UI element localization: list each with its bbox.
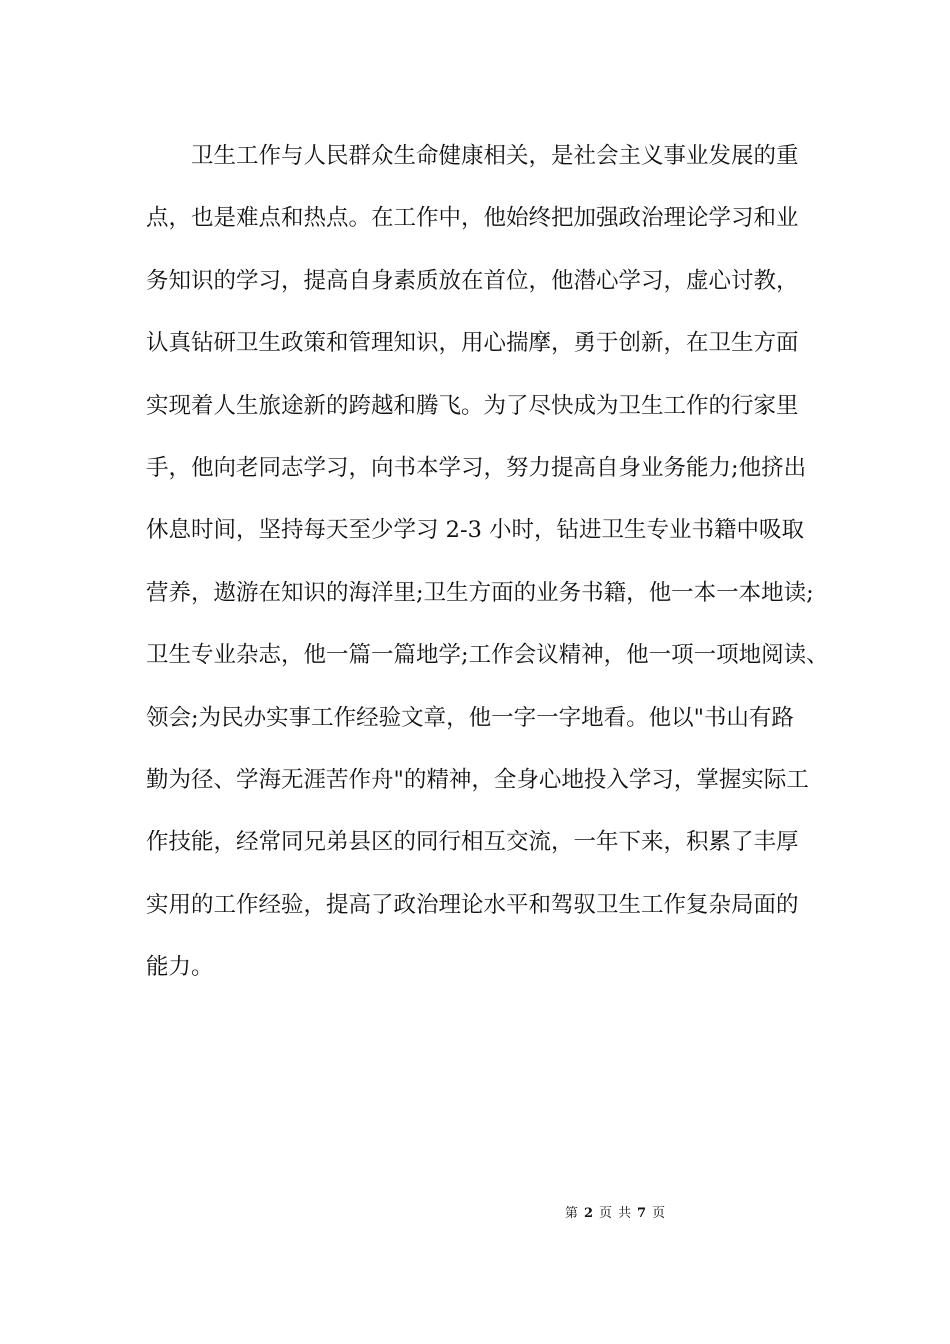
paragraph-line: 务知识的学习，提高自身素质放在首位，他潜心学习，虚心讨教， <box>146 267 799 294</box>
footer-prefix: 第 <box>564 1206 578 1221</box>
footer-page-label: 页 <box>598 1206 612 1221</box>
total-page-number: 7 <box>637 1206 647 1221</box>
paragraph-line: 休息时间，坚持每天至少学习 2-3 小时，钻进卫生专业书籍中吸取 <box>146 517 805 544</box>
body-paragraph <box>146 136 829 1009</box>
page-footer <box>0 1204 950 1224</box>
paragraph-line: 营养，遨游在知识的海洋里;卫生方面的业务书籍，他一本一本地读; <box>146 579 814 606</box>
paragraph-line: 实用的工作经验，提高了政治理论水平和驾驭卫生工作复杂局面的 <box>146 891 799 918</box>
paragraph-line: 实现着人生旅途新的跨越和腾飞。为了尽快成为卫生工作的行家里 <box>146 392 799 419</box>
footer-suffix: 页 <box>652 1206 666 1221</box>
paragraph-line: 作技能，经常同兄弟县区的同行相互交流，一年下来，积累了丰厚 <box>146 829 799 856</box>
paragraph-line: 能力。 <box>146 954 214 981</box>
paragraph-line: 手，他向老同志学习，向书本学习，努力提高自身业务能力;他挤出 <box>146 454 807 481</box>
current-page-number: 2 <box>583 1206 593 1221</box>
paragraph-line: 卫生工作与人民群众生命健康相关，是社会主义事业发展的重 <box>191 143 799 169</box>
paragraph-line: 认真钻研卫生政策和管理知识，用心揣摩，勇于创新，在卫生方面 <box>146 330 799 357</box>
paragraph-line: 勤为径、学海无涯苦作舟"的精神，全身心地投入学习，掌握实际工 <box>146 766 809 793</box>
footer-total-label: 共 <box>618 1206 632 1221</box>
paragraph-line: 卫生专业杂志，他一篇一篇地学;工作会议精神，他一项一项地阅读、 <box>146 642 829 669</box>
paragraph-line: 领会;为民办实事工作经验文章，他一字一字地看。他以"书山有路 <box>146 704 794 731</box>
paragraph-line: 点，也是难点和热点。在工作中，他始终把加强政治理论学习和业 <box>146 205 799 232</box>
